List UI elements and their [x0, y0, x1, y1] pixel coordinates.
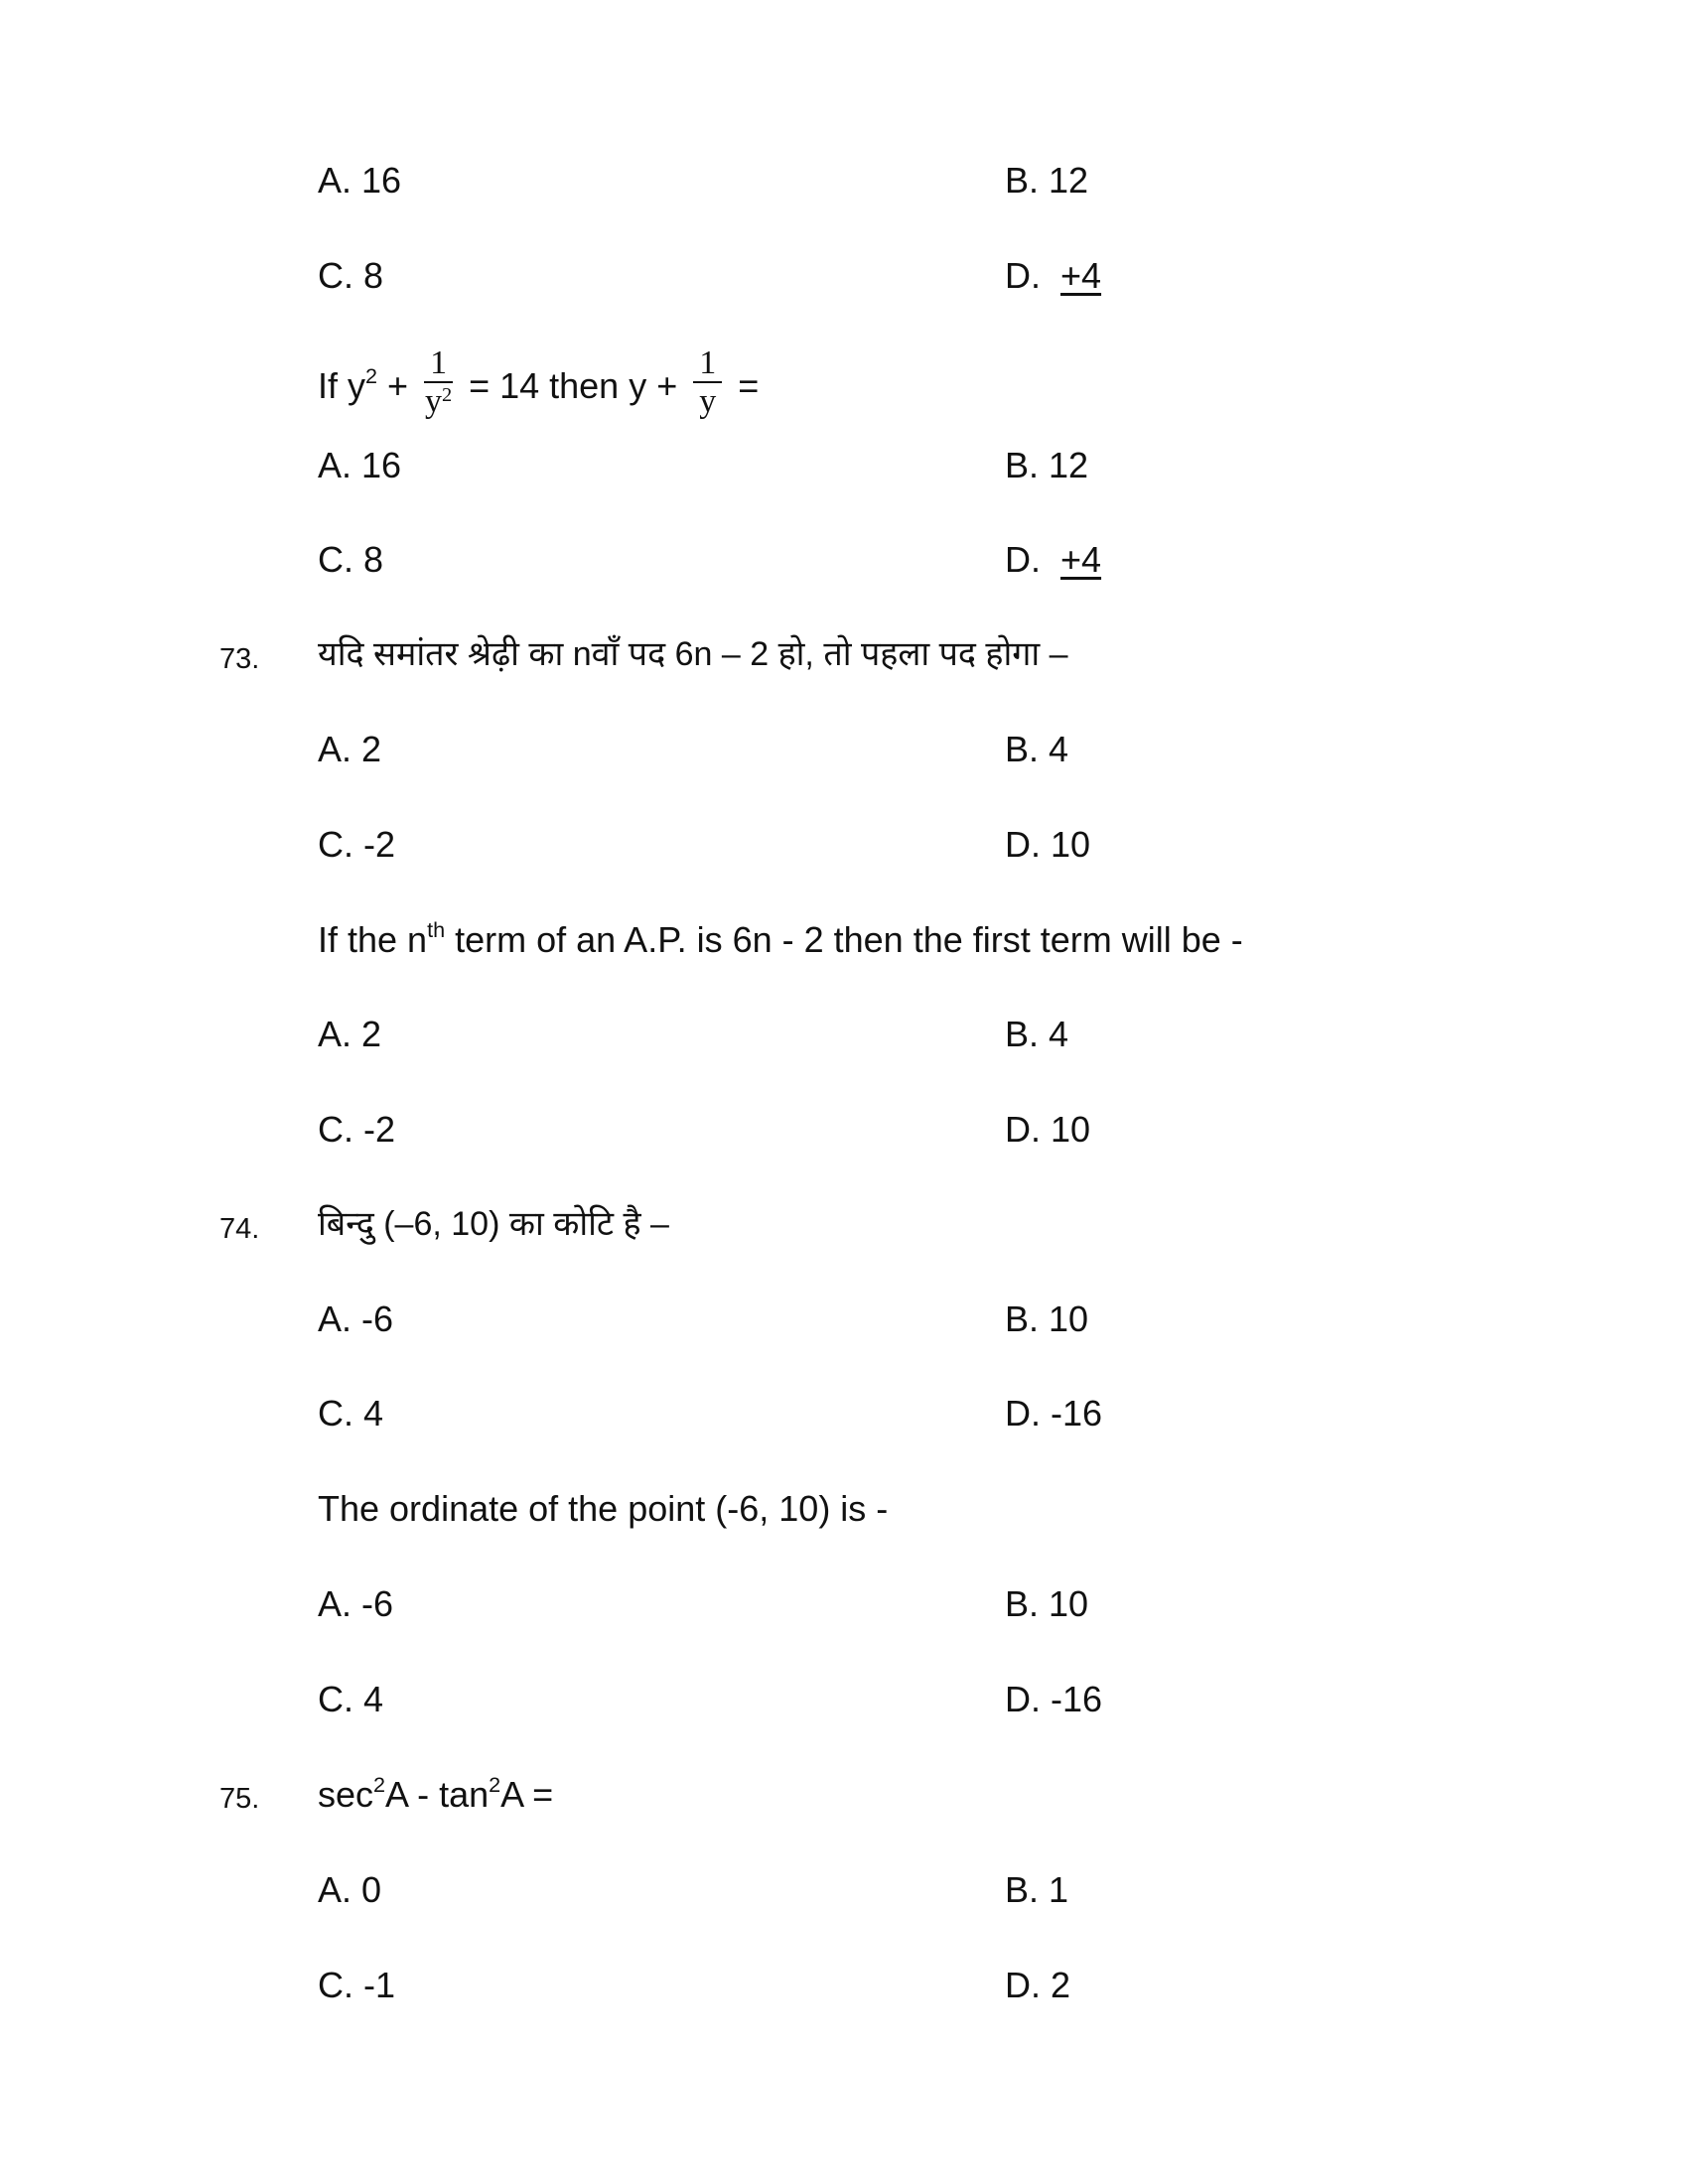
text-sec: sec [318, 1774, 374, 1815]
prev-options-row-1 [0, 160, 1688, 222]
option-c: C. -2 [318, 1109, 396, 1150]
option-a: A. -6 [318, 1298, 394, 1339]
question-text [318, 344, 760, 426]
text-middle: = 14 then y + [469, 365, 678, 407]
option-c: C. 4 [318, 1679, 384, 1719]
q73-english-options-row-2 [0, 1109, 1688, 1171]
denominator-base: y [424, 382, 442, 420]
option-a: A. 0 [318, 1869, 382, 1910]
text-middle: A - tan [385, 1774, 490, 1815]
numerator: 1 [693, 345, 722, 383]
text-pre: If the n [318, 919, 428, 960]
text-equals: = [738, 365, 760, 407]
text-end: A = [500, 1774, 554, 1815]
q75-options-row-2 [0, 1965, 1688, 2027]
denominator: y [699, 382, 717, 420]
q74-hindi-options-row-2 [0, 1393, 1688, 1455]
option-c: C. 8 [318, 255, 384, 296]
q72-options-row-1 [0, 445, 1688, 507]
q73-english-options-row-1 [0, 1014, 1688, 1076]
exponent: 2 [373, 1771, 386, 1797]
question-number: 74. [219, 1213, 260, 1245]
q74-english-options-row-1 [0, 1583, 1688, 1646]
q73-hindi-options-row-1 [0, 729, 1688, 791]
prev-options-row-2 [0, 255, 1688, 318]
option-a: A. -6 [318, 1583, 394, 1624]
q74-english-options-row-2 [0, 1679, 1688, 1741]
question-74-english [0, 1488, 1688, 1551]
question-text [318, 1771, 554, 1815]
option-d-value: +4 [1060, 255, 1102, 296]
option-a: A. 16 [318, 160, 402, 201]
option-d [1005, 255, 1102, 296]
fraction-1-over-y-squared [424, 345, 453, 420]
question-text-hindi: यदि समांतर श्रेढ़ी का nवाँ पद 6n – 2 हो, तो पहला पद होगा – [318, 635, 1068, 673]
question-text-english: The ordinate of the point (-6, 10) is - [318, 1488, 889, 1529]
option-b: B. 1 [1005, 1869, 1069, 1910]
option-d [1005, 539, 1102, 580]
q75-options-row-1 [0, 1869, 1688, 1932]
question-text-english [318, 916, 1243, 960]
question-number: 73. [219, 643, 260, 675]
option-a: A. 2 [318, 729, 382, 769]
option-b: B. 10 [1005, 1298, 1089, 1339]
option-c: C. -2 [318, 824, 396, 865]
q74-hindi-options-row-1 [0, 1298, 1688, 1361]
option-d-value: +4 [1060, 539, 1102, 580]
question-75 [0, 1771, 1688, 1837]
superscript: th [427, 916, 446, 942]
question-73-english [0, 916, 1688, 982]
exponent: 2 [365, 362, 378, 388]
question-72-english [0, 334, 1688, 423]
option-d: D. -16 [1005, 1679, 1103, 1719]
option-b: B. 12 [1005, 445, 1089, 485]
option-c: C. 4 [318, 1393, 384, 1433]
option-d-label: D. [1005, 539, 1061, 580]
option-b: B. 4 [1005, 729, 1069, 769]
option-c: C. -1 [318, 1965, 396, 2005]
question-number: 75. [219, 1783, 260, 1815]
option-a: A. 16 [318, 445, 402, 485]
text-post: term of an A.P. is 6n - 2 then the first term will be - [445, 919, 1243, 960]
text-plus: + [377, 365, 409, 407]
text-if: If y [318, 365, 366, 407]
option-b: B. 10 [1005, 1583, 1089, 1624]
question-73-hindi [0, 637, 1688, 697]
denominator [424, 383, 453, 420]
option-b: B. 12 [1005, 160, 1089, 201]
option-d: D. 2 [1005, 1965, 1071, 2005]
option-d: D. 10 [1005, 1109, 1091, 1150]
denominator-exponent: 2 [441, 383, 453, 406]
option-c: C. 8 [318, 539, 384, 580]
option-d: D. 10 [1005, 824, 1091, 865]
fraction-1-over-y [693, 345, 722, 420]
q72-options-row-2 [0, 539, 1688, 602]
option-d-label: D. [1005, 255, 1061, 296]
option-a: A. 2 [318, 1014, 382, 1054]
option-d: D. -16 [1005, 1393, 1103, 1433]
question-text-hindi: बिन्दु (–6, 10) का कोटि है – [318, 1205, 669, 1243]
q73-hindi-options-row-2 [0, 824, 1688, 887]
question-74-hindi [0, 1207, 1688, 1267]
exponent: 2 [489, 1771, 501, 1797]
option-b: B. 4 [1005, 1014, 1069, 1054]
numerator: 1 [424, 345, 453, 383]
